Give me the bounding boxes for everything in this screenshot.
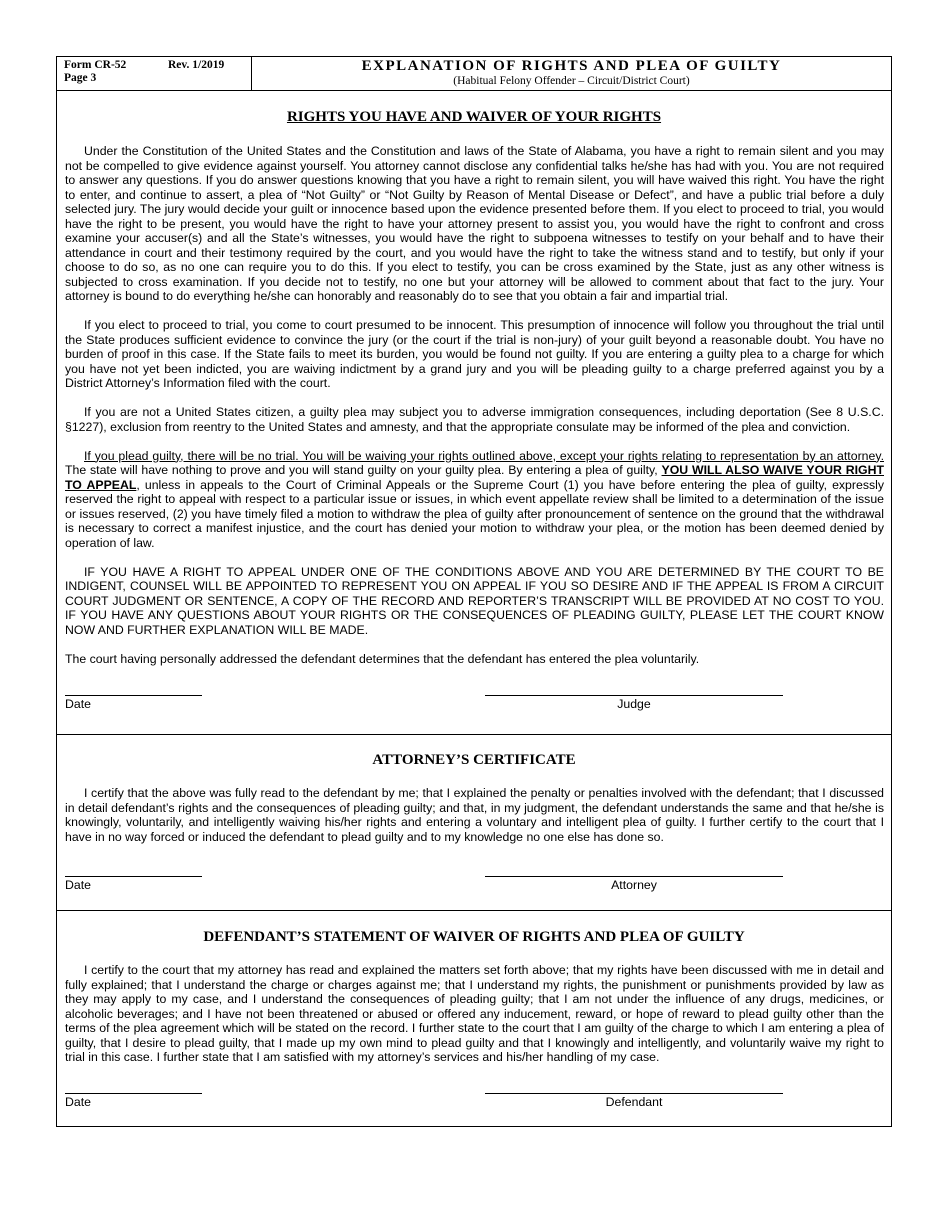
judge-signature-label: Judge	[617, 697, 651, 711]
attorney-paragraph: I certify that the above was fully read to the defendant by me; that I explained the penalty or penalties involved with the defendant; that I discussed in detail defendant’s rights and the consequences of pleading guilty; and that, in my judgment, the defendant understands the same and that he/she is knowingly, voluntarily, and intelligently waiving his/her rights and entering a voluntary and intelligent plea of guilty. I further certify to the court that I have in no way forced or induced the defendant to plead guilty and to my knowledge no one else has done so.	[65, 786, 884, 844]
attorney-date-line[interactable]	[65, 876, 202, 877]
no-trial-underlined-text: If you plead guilty, there will be no trial. You will be waiving your rights outlined above, except your rights relating to representation by an attorney.	[84, 448, 884, 463]
attorney-signature-row	[57, 876, 891, 906]
attorney-signature-label: Attorney	[611, 878, 657, 892]
form-id: Form CR-52	[64, 59, 127, 71]
judge-date-label: Date	[65, 697, 91, 711]
rights-paragraph-2: If you elect to proceed to trial, you come to court presumed to be innocent. This presumption of innocence will follow you throughout the trial until the State produces sufficient evidence to convince the jury (or the court if the trial is non-jury) of your guilt beyond a reasonable doubt. You have no burden of proof in this case. If the State fails to meet its burden, you would be found not guilty. If you are entering a guilty plea to a charge for which you have not yet been indicted, you are waiving indictment by a grand jury and you will be pleading guilty to a charge preferred against you by a District Attorney’s Information filed with the court.	[65, 318, 884, 390]
judge-signature-row	[57, 695, 891, 725]
page-number: Page 3	[64, 72, 97, 84]
defendant-signature-line[interactable]	[485, 1093, 783, 1094]
rights-paragraph-4	[65, 449, 884, 551]
defendant-date-label: Date	[65, 1095, 91, 1109]
form-frame	[56, 56, 892, 1127]
rights-paragraph-5: IF YOU HAVE A RIGHT TO APPEAL UNDER ONE OF THE CONDITIONS ABOVE AND YOU ARE DETERMINED BY THE COURT TO BE INDIGENT, COUNSEL WILL BE APPOINTED TO REPRESENT YOU ON APPEAL IF YOU SO DESIRE AND IF THE APPEAL IS FROM A CIRCUIT COURT JUDGMENT OR SENTENCE, A COPY OF THE RECORD AND REPORTER’S TRANSCRIPT WILL BE PROVIDED AT NO COST TO YOU. IF YOU HAVE ANY QUESTIONS ABOUT YOUR RIGHTS OR THE CONSEQUENCES OF PLEADING GUILTY, PLEASE LET THE COURT KNOW NOW AND FURTHER EXPLANATION WILL BE MADE.	[65, 564, 884, 637]
attorney-section	[57, 735, 891, 911]
defendant-heading: DEFENDANT’S STATEMENT OF WAIVER OF RIGHTS AND PLEA OF GUILTY	[203, 929, 745, 945]
rights-heading: RIGHTS YOU HAVE AND WAIVER OF YOUR RIGHTS	[286, 109, 662, 125]
attorney-signature-line[interactable]	[485, 876, 783, 877]
form-title-block	[252, 57, 891, 90]
rights-paragraph-3: If you are not a United States citizen, a guilty plea may subject you to adverse immigration consequences, including deportation (See 8 U.S.C. §1227), exclusion from reentry to the United States and amnesty, and that the appropriate consulate may be informed of the plea and conviction.	[65, 405, 884, 434]
defendant-signature-row	[57, 1093, 891, 1123]
appeal-exceptions-text: , unless in appeals to the Court of Criminal Appeals or the Supreme Court (1) you have before entering the plea of guilty, expressly reserved the right to appeal with respect to a particular issue or issues, in which event appellate review shall be limited to a determination of the issue or issues reserved, (2) you have timely filed a motion to withdraw the plea of guilty after pronouncement of sentence on the ground that the withdrawal is necessary to correct a manifest injustice, and the court has denied your motion to withdraw your plea, or the motion has been deemed denied by operation of law.	[65, 477, 885, 550]
defendant-signature-label: Defendant	[605, 1095, 663, 1109]
form-info	[57, 57, 252, 90]
form-title: EXPLANATION OF RIGHTS AND PLEA OF GUILTY	[361, 58, 782, 74]
rights-paragraph-6: The court having personally addressed the defendant determines that the defendant has entered the plea voluntarily.	[65, 651, 700, 666]
form-header	[57, 57, 891, 91]
guilty-plea-text: The state will have nothing to prove and you will stand guilty on your guilty plea. By entering a plea of guilty,	[65, 463, 662, 477]
waive-appeal-emphasis: YOU WILL ALSO WAIVE YOUR RIGHT TO APPEAL	[65, 463, 884, 492]
judge-signature-line[interactable]	[485, 695, 783, 696]
attorney-date-label: Date	[65, 878, 91, 892]
attorney-heading: ATTORNEY’S CERTIFICATE	[372, 752, 576, 768]
defendant-paragraph: I certify to the court that my attorney has read and explained the matters set forth above; that my rights have been discussed with me in detail and fully explained; that I understand the charge or charges against me; that I understand my rights, the punishment or punishments provided by law as they may apply to my case, and I understand the consequences of pleading guilty; that I am not under the influence of any drugs, medicines, or alcoholic beverages; and I have not been threatened or abused or offered any inducement, reward, or hope of reward to plead guilty other than the terms of the plea agreement which will be stated on the record. I further state to the court that I am guilty of the charge to which I am entering a plea of guilty, that I desire to plead guilty, that I made up my own mind to plead guilty and that I knowingly and intelligently, and voluntarily waive my right to trial in this case. I further state that I am satisfied with my attorney’s services and his/her handling of my case.	[65, 963, 884, 1064]
form-subtitle: (Habitual Felony Offender – Circuit/District Court)	[453, 75, 690, 87]
defendant-date-line[interactable]	[65, 1093, 202, 1094]
rights-paragraph-1: Under the Constitution of the United States and the Constitution and laws of the State of Alabama, you have a right to remain silent and you may not be compelled to give evidence against yourself. You attorney cannot disclose any confidential talks he/she has had with you. You are not required to answer any questions. If you do answer questions knowing that you have a right to remain silent, you will have waived this right. You have the right to enter, and continue to assert, a plea of “Not Guilty” or “Not Guilty by Reason of Mental Disease or Defect”, and have a public trial before a duly selected jury. The jury would decide your guilt or innocence based upon the evidence presented before them. If you elect to proceed to trial, you would have the right to be present, you would have the right to have your attorney present to assist you, you would have the right to confront and cross examine your accuser(s) and all the State’s witnesses, you would have the right to subpoena witnesses to testify on your behalf and to have their attendance in court and their testimony required by the court, and you would have the right to take the witness stand and to testify, but only if your choose to do so, as no one can require you to do this. If you elect to testify, you can be cross examined by the State, just as any other witness is subjected to cross examination. If you decide not to testify, no one but your attorney will be allowed to comment about that fact to the jury. Your attorney is bound to do everything he/she can honorably and reasonably do to see that you obtain a fair and impartial trial.	[65, 144, 884, 303]
defendant-section	[57, 911, 891, 1127]
rights-section	[57, 91, 891, 735]
judge-date-line[interactable]	[65, 695, 202, 696]
form-revision: Rev. 1/2019	[168, 59, 225, 71]
